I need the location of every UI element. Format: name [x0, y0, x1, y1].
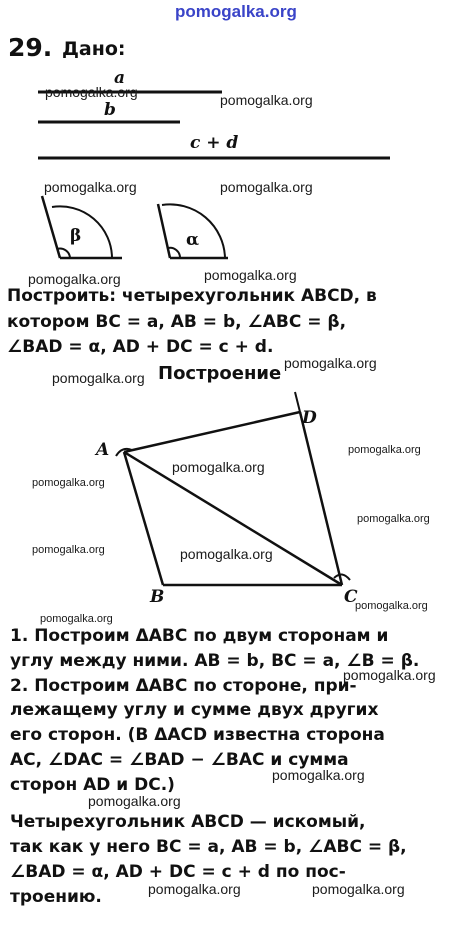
watermark: pomogalka.org	[355, 600, 428, 612]
extension-line-d	[295, 392, 302, 420]
watermark: pomogalka.org	[32, 477, 105, 489]
conclusion-line-2: так как у него BC = a, AB = b, ∠ABC = β,	[10, 837, 407, 857]
watermark: pomogalka.org	[180, 546, 273, 562]
watermark: pomogalka.org	[220, 179, 313, 195]
watermark: pomogalka.org	[148, 881, 241, 897]
watermark: pomogalka.org	[52, 370, 145, 386]
vertex-a-label: A	[96, 440, 110, 460]
problem-number: 29.	[8, 33, 53, 62]
vertex-c-label: C	[344, 587, 358, 607]
arc-c	[334, 574, 350, 580]
step-line-1: 1. Построим ΔABC по двум сторонам и	[10, 626, 389, 646]
step-line-7: сторон AD и DC.)	[10, 775, 175, 795]
angle-alpha-label: α	[186, 230, 200, 250]
angle-beta-label: β	[70, 226, 82, 246]
side-cd	[300, 412, 342, 585]
conclusion-line-4: троению.	[10, 887, 102, 907]
step-line-3: 2. Построим ΔABC по стороне, при-	[10, 676, 357, 696]
construct-line-1: Построить: четырехугольник ABCD, в	[7, 286, 377, 306]
segment-cd-label: c + d	[190, 133, 239, 153]
conclusion-line-1: Четырехугольник ABCD — искомый,	[10, 812, 366, 832]
watermark: pomogalka.org	[32, 544, 105, 556]
vertex-d-label: D	[302, 408, 317, 428]
watermark: pomogalka.org	[343, 667, 436, 683]
watermark: pomogalka.org	[40, 613, 113, 625]
watermark: pomogalka.org	[312, 881, 405, 897]
watermark: pomogalka.org	[357, 513, 430, 525]
watermark: pomogalka.org	[284, 355, 377, 371]
vertex-b-label: B	[150, 587, 165, 607]
watermark: pomogalka.org	[88, 793, 181, 809]
watermark: pomogalka.org	[28, 271, 121, 287]
side-ad	[124, 412, 300, 452]
step-line-2: углу между ними. AB = b, BC = a, ∠B = β.	[10, 651, 420, 671]
segment-a-label: a	[114, 68, 126, 88]
step-line-4: лежащему углу и сумме двух других	[10, 700, 379, 720]
conclusion-line-3: ∠BAD = α, AD + DC = c + d по пос-	[10, 862, 346, 882]
watermark: pomogalka.org	[348, 444, 421, 456]
watermark: pomogalka.org	[45, 84, 138, 100]
watermark-top: pomogalka.org	[175, 2, 297, 21]
watermark: pomogalka.org	[204, 267, 297, 283]
watermark: pomogalka.org	[172, 459, 265, 475]
watermark: pomogalka.org	[272, 767, 365, 783]
given-label: Дано:	[62, 38, 126, 60]
angle-beta	[42, 196, 122, 258]
watermark: pomogalka.org	[220, 92, 313, 108]
construct-line-2: котором BC = a, AB = b, ∠ABC = β,	[7, 312, 347, 332]
construction-heading: Построение	[158, 363, 282, 384]
watermark: pomogalka.org	[44, 179, 137, 195]
segment-b-label: b	[104, 100, 116, 120]
step-line-6: AC, ∠DAC = ∠BAD − ∠BAC и сумма	[10, 750, 349, 770]
step-line-5: его сторон. (В ΔACD известна сторона	[10, 725, 385, 745]
construct-line-3: ∠BAD = α, AD + DC = c + d.	[7, 337, 274, 357]
